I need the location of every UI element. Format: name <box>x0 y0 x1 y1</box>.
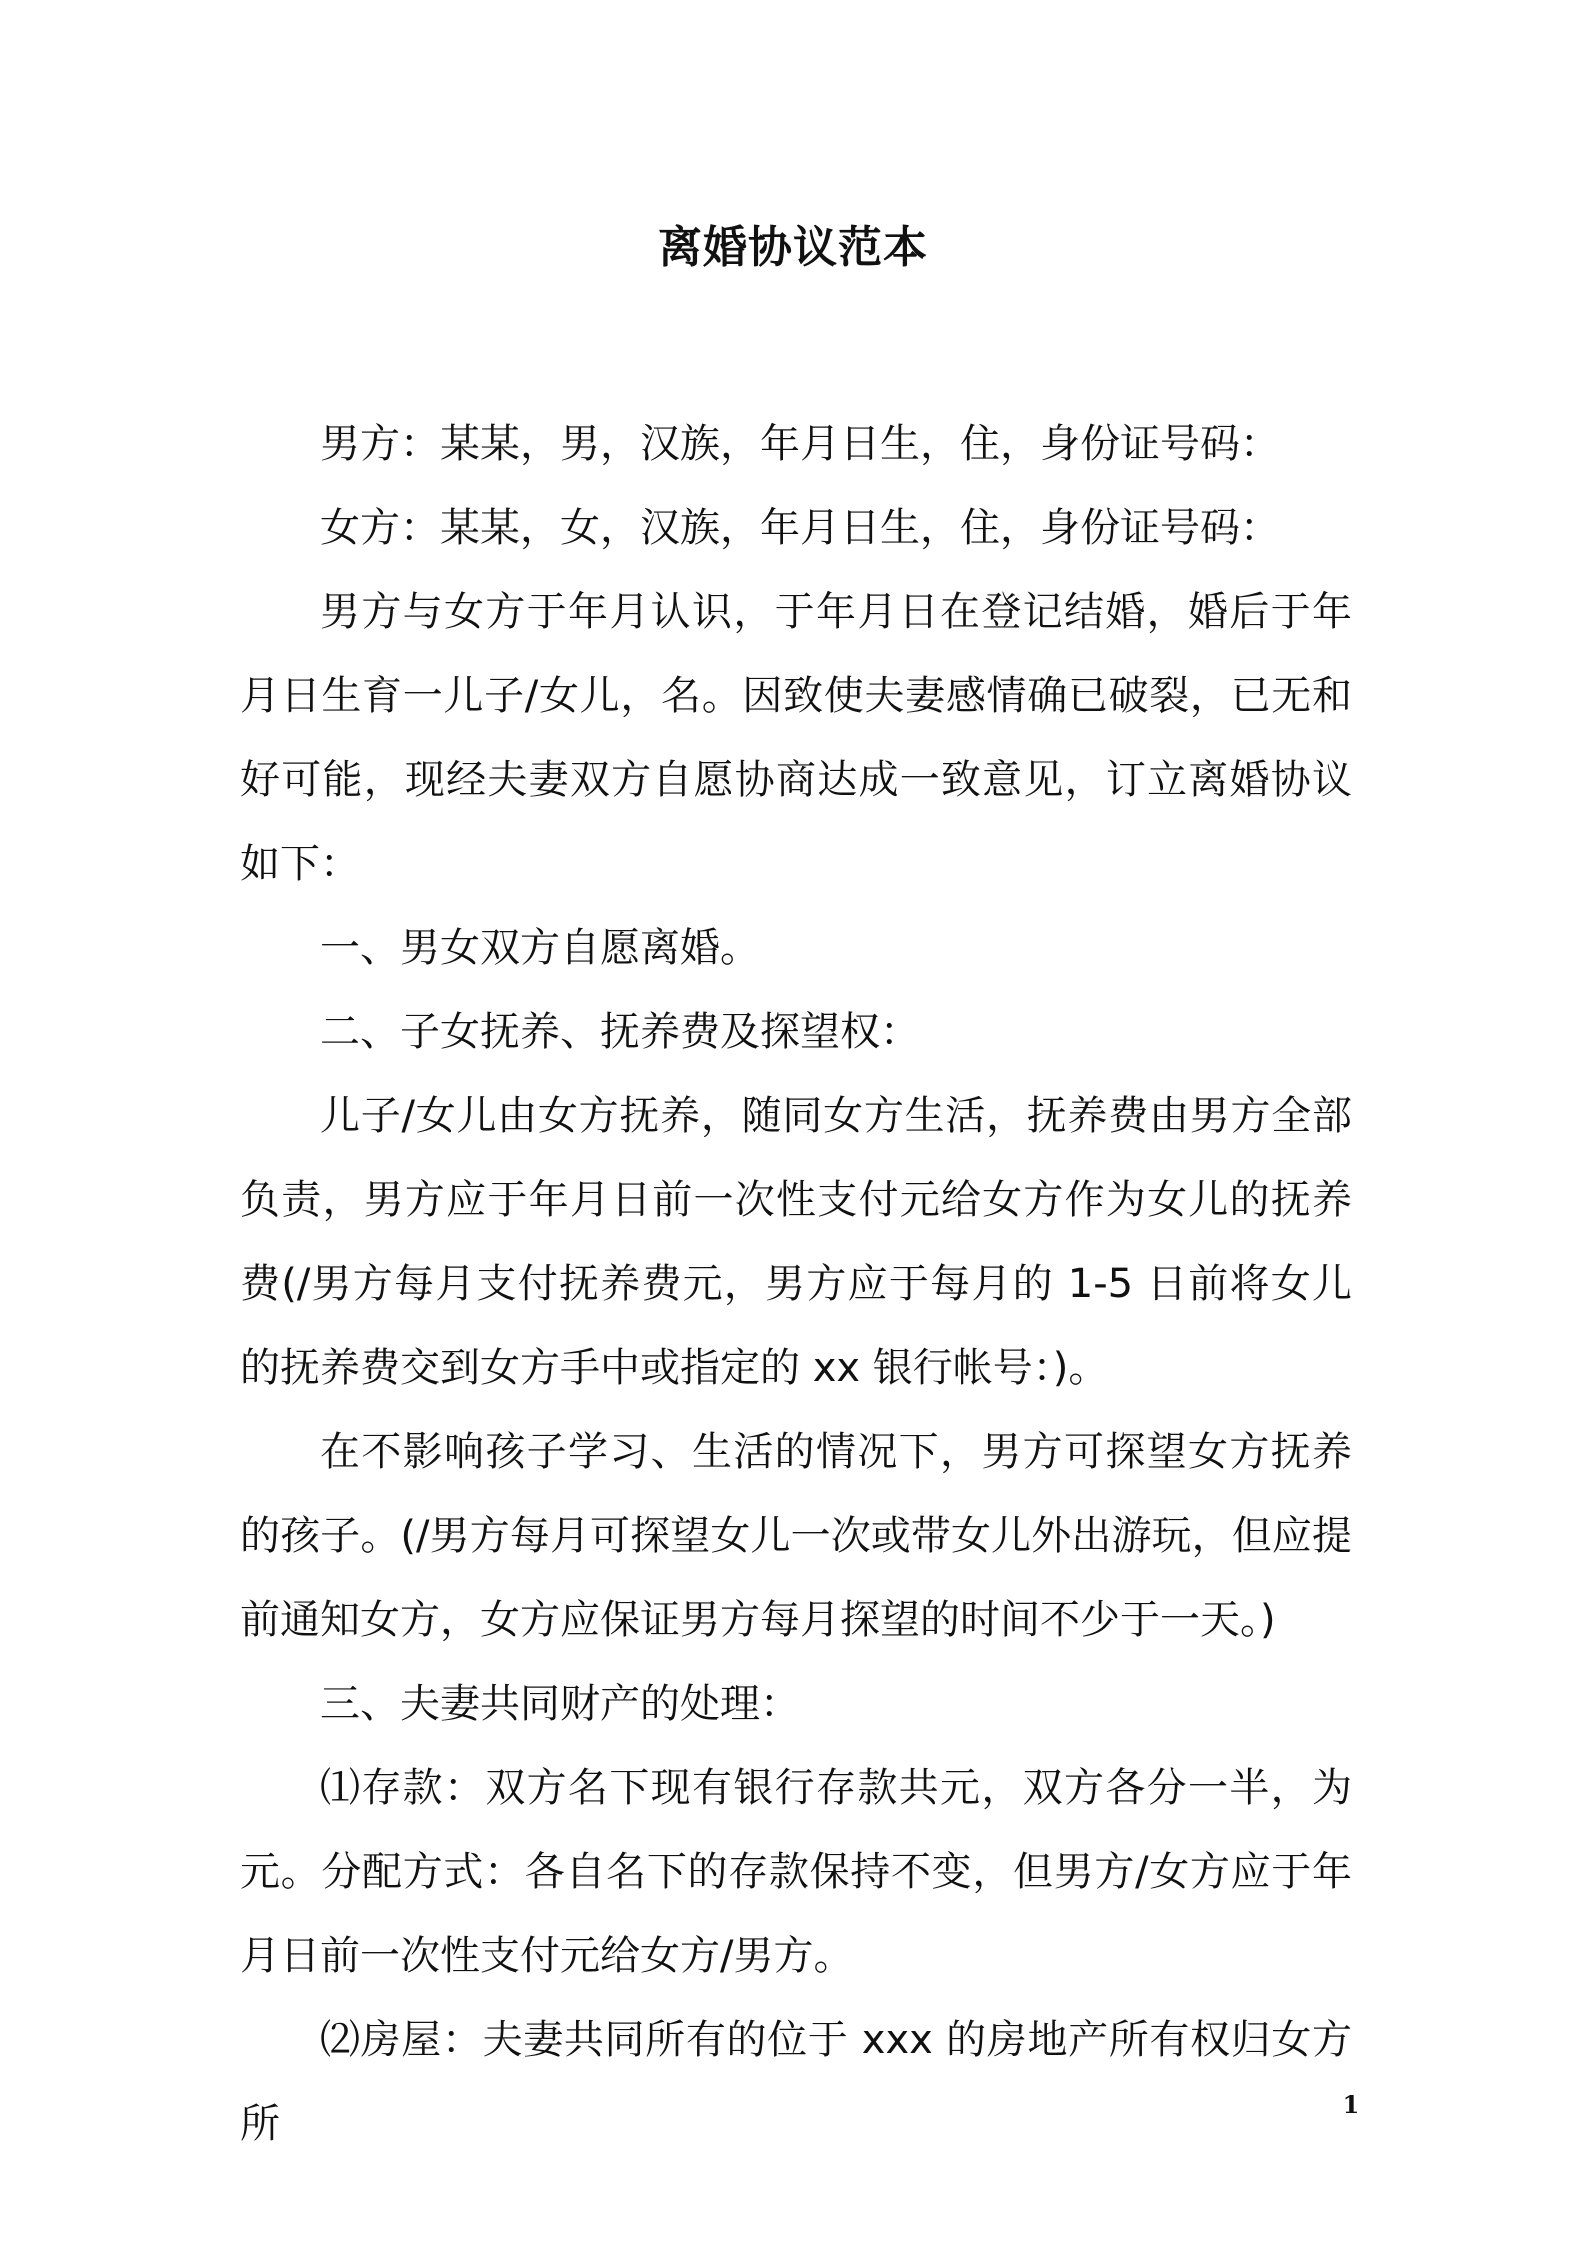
page-number: 1 <box>1342 2090 1360 2119</box>
paragraph-male-party: 男方：某某，男，汉族，年月日生，住，身份证号码： <box>320 421 1280 467</box>
paragraph-visitation: 在不影响孩子学习、生活的情况下，男方可探望女方抚养的孩子。(/男方每月可探望女儿一次或带女儿外出游玩，但应提前通知女方，女方应保证男方每月探望的时间不少于一天。) <box>240 1429 1352 1643</box>
paragraph-child-support: 儿子/女儿由女方抚养，随同女方生活，抚养费由男方全部负责，男方应于年月日前一次性支付元给女方作为女儿的抚养费(/男方每月支付抚养费元，男方应于每月的 1-5 日前将女儿的抚养费交到女方手中或指定的 xx 银行帐号：)。 <box>240 1093 1352 1391</box>
paragraph-clause-2-heading: 二、子女抚养、抚养费及探望权： <box>320 1009 920 1055</box>
document-title: 离婚协议范本 <box>658 222 928 273</box>
paragraph-clause-1: 一、男女双方自愿离婚。 <box>320 925 760 971</box>
paragraph-clause-3-heading: 三、夫妻共同财产的处理： <box>320 1681 800 1727</box>
document-body <box>240 402 1352 2166</box>
paragraph-savings: ⑴存款：双方名下现有银行存款共元，双方各分一半，为元。分配方式：各自名下的存款保持不变，但男方/女方应于年月日前一次性支付元给女方/男方。 <box>240 1765 1352 1979</box>
paragraph-background: 男方与女方于年月认识，于年月日在登记结婚，婚后于年月日生育一儿子/女儿，名。因致使夫妻感情确已破裂，已无和好可能，现经夫妻双方自愿协商达成一致意见，订立离婚协议如下： <box>240 589 1352 887</box>
paragraph-female-party: 女方：某某，女，汉族，年月日生，住，身份证号码： <box>320 505 1280 551</box>
paragraph-house: ⑵房屋：夫妻共同所有的位于 xxx 的房地产所有权归女方所 <box>240 2017 1352 2147</box>
